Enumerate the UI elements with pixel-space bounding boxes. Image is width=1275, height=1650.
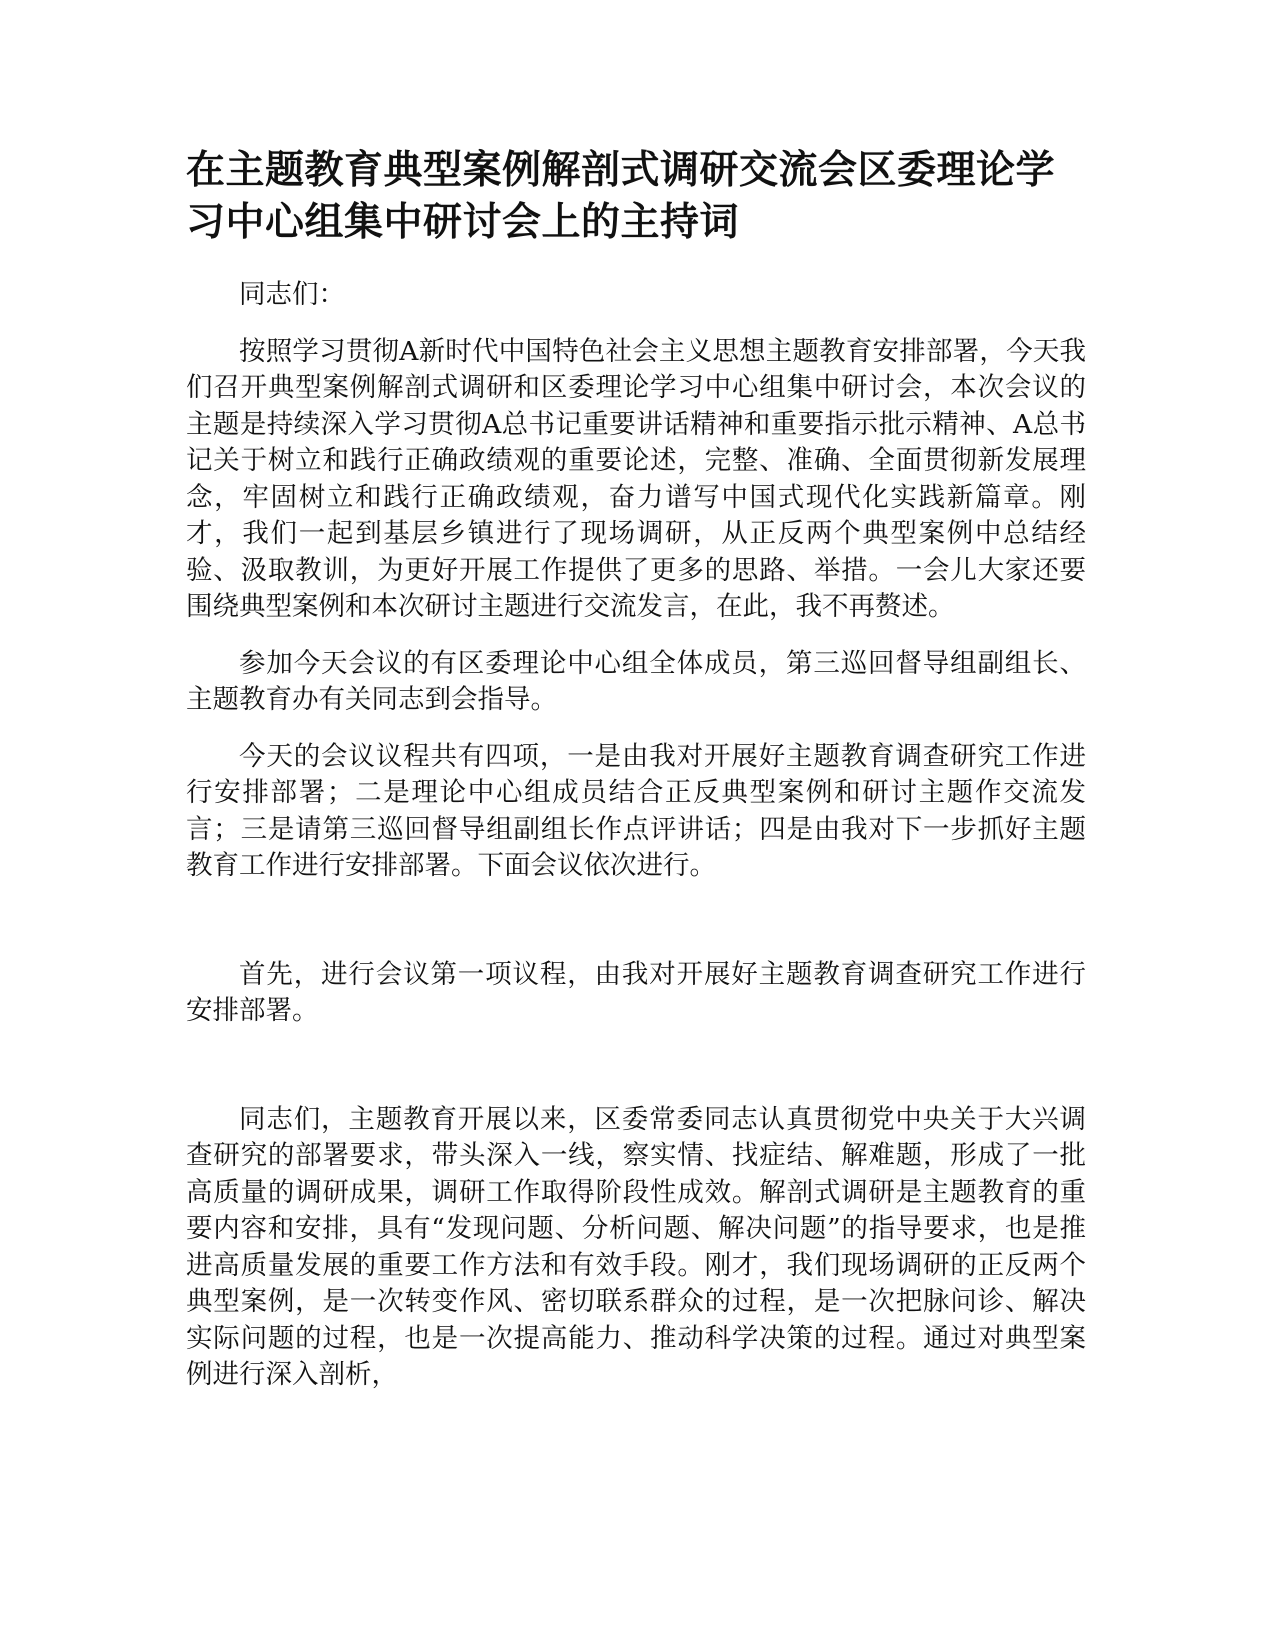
body-paragraph-speech: 同志们，主题教育开展以来，区委常委同志认真贯彻党中央关于大兴调查研究的部署要求，带头深入一线，察实情、找症结、解难题，形成了一批高质量的调研成果，调研工作取得阶段性成效。解剖式调研是主题教育的重要内容和安排，具有“发现问题、分析问题、解决问题”的指导要求，也是推进高质量发展的重要工作方法和有效手段。刚才，我们现场调研的正反两个典型案例，是一次转变作风、密切联系群众的过程，是一次把脉问诊、解决实际问题的过程，也是一次提高能力、推动科学决策的过程。通过对典型案例进行深入剖析， [186,1103,1086,1390]
document-title: 在主题教育典型案例解剖式调研交流会区委理论学习中心组集中研讨会上的主持词 [186,148,1056,245]
body-paragraph-attendees: 参加今天会议的有区委理论中心组全体成员，第三巡回督导组副组长、主题教育办有关同志到会指导。 [186,647,1086,715]
document-page [186,145,1086,1394]
body-paragraph-intro: 按照学习贯彻A新时代中国特色社会主义思想主题教育安排部署，今天我们召开典型案例解剖式调研和区委理论学习中心组集中研讨会，本次会议的主题是持续深入学习贯彻A总书记重要讲话精神和重要指示批示精神、A总书记关于树立和践行正确政绩观的重要论述，完整、准确、全面贯彻新发展理念，牢固树立和践行正确政绩观，奋力谱写中国式现代化实践新篇章。刚才，我们一起到基层乡镇进行了现场调研，从正反两个典型案例中总结经验、汲取教训，为更好开展工作提供了更多的思路、举措。一会儿大家还要围绕典型案例和本次研讨主题进行交流发言，在此，我不再赘述。 [186,335,1086,622]
body-paragraph-first-item: 首先，进行会议第一项议程，由我对开展好主题教育调查研究工作进行安排部署。 [186,958,1086,1026]
body-paragraph-agenda: 今天的会议议程共有四项，一是由我对开展好主题教育调查研究工作进行安排部署；二是理论中心组成员结合正反典型案例和研讨主题作交流发言；三是请第三巡回督导组副组长作点评讲话；四是由我对下一步抓好主题教育工作进行安排部署。下面会议依次进行。 [186,740,1086,881]
salutation-paragraph: 同志们： [239,279,345,310]
